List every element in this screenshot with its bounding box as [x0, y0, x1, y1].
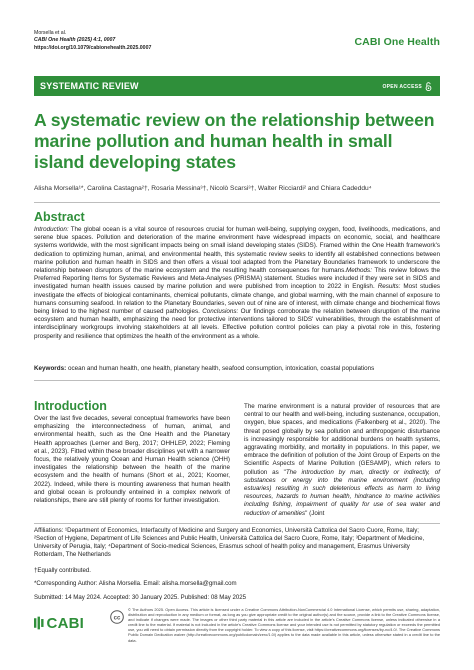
equal-contribution-note: †Equally contributed.	[34, 567, 91, 574]
abstract-body	[34, 226, 440, 341]
corresponding-author: *Corresponding Author: Alisha Morsella. Email: alisha.morsella@gmail.com	[34, 580, 237, 587]
divider	[34, 202, 440, 203]
cabi-wordmark: CABI	[46, 614, 84, 632]
abstract-methods-label: Methods:	[346, 267, 372, 275]
article-meta	[34, 30, 151, 52]
open-access-label: OPEN ACCESS	[382, 83, 422, 90]
article-title: A systematic review on the relationship between marine pollution and human health in small island developing states	[34, 110, 435, 172]
abstract-heading: Abstract	[34, 210, 85, 224]
article-type-banner	[34, 76, 440, 96]
abstract-intro-label: Introduction:	[34, 226, 69, 233]
author-list: Alisha Morsella¹*, Carolina Castagna²†, Rosaria Messina³†, Nicolò Scarsi³†, Walter Ricciardi² and Chiara Cadeddu⁴	[34, 185, 372, 192]
author-line: Morsella et al.	[34, 30, 67, 36]
creative-commons-icon	[110, 610, 124, 624]
introduction-heading: Introduction	[34, 399, 107, 413]
journal-citation: CABI One Health (2025) 4:1, 0007	[34, 37, 116, 44]
abstract-conclusions: Our findings corroborate the relation between disruption of the marine ecosystem and human health, emphasizing the need for protective interventions tailored to SIDS' vulnerabilities, through the establishment of interdisciplinary workgroups involving stakeholders at all levels. Effective pollution control policies can play a pivotal role in this, fostering prosperity and resilience that optimizes the health of the environment as a whole.	[34, 308, 440, 340]
open-lock-icon	[425, 82, 432, 91]
license-text: © The Authors 2025. Open Access. This article is licensed under a Creative Commons Attribution-NonCommercial 4.0 International License, which permits use, sharing, adaptation, distribution and reproduction in any medium or format, as long as you give appropriate credit to the original author(s) and the source, provide a link to the Creative Commons license, and indicate if changes were made. The images or other third party material in this article are included in the article's Creative Commons license, unless indicated otherwise in a credit line to the material. If material is not included in the article's Creative Commons license and your intended use is not permitted by statutory regulation or exceeds the permitted use, you will need to obtain permission directly from the copyright holder. To view a copy of this license, visit https://creativecommons.org/licenses/by-nc/4.0/. The Creative Commons Public Domain Dedication waiver (http://creativecommons.org/publicdomain/zero/1.0/) applies to the data made available in this article, unless otherwise stated in a credit line to the data.	[128, 607, 440, 643]
svg-text:cc: cc	[113, 615, 121, 622]
gesamp-definition: The introduction by man, directly or indirectly, of substances or energy into the marine environment (including estuaries) resulting in such deleterious effects as harm to living resources, hazards to human health, hindrance to marine activities including fishing, impairment of quality for use of sea water and reduction of amenities	[244, 468, 441, 517]
introduction-col2-text: The marine environment is a natural provider of resources that are central to our health and well-being, including sustenance, occupation, oxygen, blue spaces, and medications (Falkenberg et al., 2020). The threat posed globally by sea pollution and anthropogenic disturbance is increasingly responsible for additional burdens on health systems, aggravating morbidity, and mortality in populations. In this paper, we embrace the definition of pollution of the Joint Group of Experts on the Scientific Aspects of Marine Pollution (GESAMP), which refers to pollution as "	[244, 403, 440, 476]
introduction-col2-end: " (Joint	[305, 509, 325, 517]
keywords-label: Keywords:	[34, 365, 67, 372]
keywords	[34, 365, 440, 373]
cabi-logo	[34, 608, 84, 638]
introduction-column-1: Over the last five decades, several conceptual frameworks have been emphasizing the interconnectedness of human, animal, and environmental health, such as the One Health and the Planetary Health approaches (Lerner and Berg, 2017; OHHLEP, 2022; Fleming et al., 2023). Fitted within these broader disciplines yet with a narrower focus, the relatively young Ocean and Human Health science (OHH) investigates the relationship between the health of the marine ecosystem and the health of humans (Short et al., 2021; Koomer, 2022). Indeed, while there is mounting awareness that human health and global ocean is profoundly entwined in a complex network of relationships, there are still plenty of rooms for further investigation.	[34, 415, 230, 505]
introduction-column-2	[244, 403, 440, 518]
journal-logo: CABI One Health	[354, 36, 440, 48]
abstract-results-label: Results:	[377, 283, 401, 291]
submission-dates: Submitted: 14 May 2024. Accepted: 30 January 2025. Published: 08 May 2025	[34, 594, 247, 601]
keywords-text: ocean and human health, one health, planetary health, seafood consumption, intoxication, coastal populations	[66, 365, 375, 372]
article-type: SYSTEMATIC REVIEW	[40, 81, 139, 91]
abstract-conclusions-label: Conclusions:	[202, 308, 239, 316]
abstract-results: Most studies investigate the effects of biological contaminants, chemical pollutants, climate change, and global warming, with the main channel of exposure to humans consuming seafood. In relation to the Planetary Boundaries, seven out of nine are of interest, with climate change and biochemical flows being linked to the highest number of caused pathologies.	[34, 283, 440, 316]
cabi-mark-icon	[34, 615, 44, 631]
divider	[34, 380, 440, 381]
footer	[34, 604, 440, 642]
open-access-badge	[382, 82, 432, 91]
abstract-methods: This review follows the Preferred Reporting Items for Systematic Reviews and Meta-Analyses (PRISMA) statement. Studies were included if they were set in SIDS and investigated human health issues caused by marine pollution and were published from inception to 2022 in English.	[34, 267, 440, 291]
divider	[34, 523, 440, 524]
doi-link[interactable]: https://doi.org/10.1079/cabionehealth.2025.0007	[34, 44, 152, 51]
abstract-intro: The global ocean is a vital source of resources crucial for human well-being, supplying oxygen, food, livelihoods, medications, and serene blue spaces. Pollution and deterioration of the marine environment have widespread impacts on economic, social, and healthcare systems worldwide, with the most significant impacts being on small island developing states (SIDS). Framed within the One Health framework's dedication to optimizing human, animal, and environmental health, this systematic review seeks to identify all established connections between marine pollution and human health in SIDS and then offers a visual tool adapted from the Planetary Boundaries framework to underscore the relationship between disruptors of the marine ecosystem and the resulting health consequences for humans.	[34, 226, 440, 275]
affiliations: Affiliations: ¹Department of Economics, Interfaculty of Medicine and Surgery and Economics, Università Cattolica del Sacro Cuore, Rome, Italy; ²Section of Hygiene, Department of Life Sciences and Public Health, Università Cattolica del Sacro Cuore, Rome, Italy; ³Department of Medicine, University of Perugia, Italy; ⁴Department of Socio-medical Sciences, Erasmus school of health policy and management, Erasmus University Rotterdam, The Netherlands	[34, 527, 425, 559]
